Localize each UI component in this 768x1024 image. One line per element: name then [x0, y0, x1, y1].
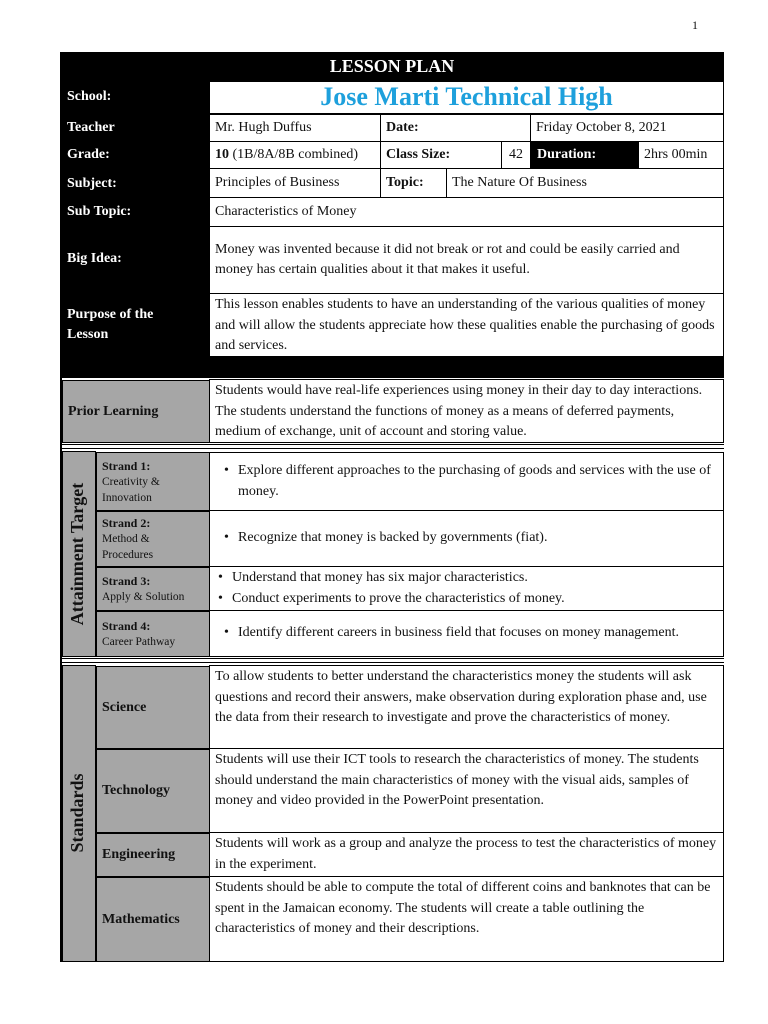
- teacher-value: Mr. Hugh Duffus: [209, 114, 381, 142]
- standards-label: Standards: [67, 773, 87, 853]
- big-idea-label: Big Idea:: [67, 251, 122, 266]
- strand-1-title: Strand 1:: [102, 458, 151, 473]
- subtopic-value: Characteristics of Money: [209, 197, 724, 227]
- strand-4-label: [96, 611, 210, 657]
- science-text: To allow students to better understand the characteristics money the students will ask questions and record their answers, make observation during exploration phase and, use the data from their research to investigate and prove the characteristics of money.: [209, 665, 724, 749]
- mathematics-text: Students should be able to compute the total of different coins and banknotes that can be spent in the Jamaican economy. The students will create a table outlining the characteristics of money and their descriptions.: [209, 876, 724, 962]
- strand-4-content: [209, 610, 724, 657]
- strand-1-name-line1: Creativity &: [102, 475, 160, 488]
- lesson-plan-title: LESSON PLAN: [329, 55, 455, 76]
- prior-learning-label: Prior Learning: [68, 403, 159, 419]
- strand-2-label: [96, 511, 210, 567]
- strand-1-bullet: • Explore different approaches to the purchasing of goods and services with the use of money.: [238, 461, 718, 502]
- subject-value: Principles of Business: [209, 168, 381, 198]
- strand-3-title: Strand 3:: [102, 574, 151, 588]
- grade-groups: (1B/8A/8B combined): [229, 146, 359, 162]
- outer-left-border: [60, 52, 62, 962]
- attainment-target-label: Attainment Target: [67, 482, 87, 626]
- strand-2-title: Strand 2:: [102, 516, 151, 530]
- strand-3-name-line1: Apply & Solution: [102, 591, 185, 603]
- teacher-label: Teacher: [67, 120, 115, 135]
- date-value: Friday October 8, 2021: [530, 114, 724, 142]
- section-divider: [60, 444, 724, 449]
- big-idea-value: Money was invented because it did not break or rot and could be easily carried and money has certain qualities about it that makes it useful.: [209, 226, 724, 294]
- date-label: Date:: [380, 114, 531, 142]
- class-size-value: 42: [501, 141, 531, 169]
- class-size-label: Class Size:: [380, 141, 502, 169]
- grade-value: [209, 141, 381, 169]
- strand-3-content: [209, 566, 724, 611]
- strand-2-content: [209, 510, 724, 567]
- duration-value: 2hrs 00min: [638, 141, 724, 169]
- strand-1-content: [209, 452, 724, 511]
- purpose-label-line2: Lesson: [67, 327, 109, 342]
- subject-label: Subject:: [67, 176, 117, 191]
- strand-4-bullets: [215, 623, 679, 644]
- science-label: Science: [102, 699, 147, 715]
- prior-learning-value: Students would have real-life experiences using money in their day to day interactions. The students understand the functions of money as a means of deferred payments, medium of exchange, unit of account and storing value.: [209, 379, 724, 443]
- school-label: School:: [67, 89, 112, 104]
- duration-label: Duration:: [537, 147, 597, 162]
- strand-3-bullet-2: • Conduct experiments to prove the characteristics of money.: [232, 589, 565, 610]
- strand-3-bullets: [215, 568, 565, 609]
- section-divider: [60, 658, 724, 663]
- strand-2-bullet: • Recognize that money is backed by governments (fiat).: [238, 528, 547, 549]
- strand-3-bullet-1: • Understand that money has six major characteristics.: [232, 568, 565, 589]
- technology-text: Students will use their ICT tools to research the characteristics of money. The students should understand the main characteristics of money with the visual aids, samples of money and video provided in the PowerPoint presentation.: [209, 748, 724, 833]
- grade-label: Grade:: [67, 147, 110, 162]
- mathematics-label: Mathematics: [102, 911, 180, 927]
- strand-3-label: [96, 567, 210, 611]
- school-name: [209, 81, 724, 114]
- topic-label: Topic:: [380, 168, 447, 198]
- strand-1-name-line2: Innovation: [102, 491, 152, 504]
- grade-number: 10: [215, 146, 229, 162]
- strand-4-title: Strand 4:: [102, 619, 151, 633]
- strand-4-name-line1: Career Pathway: [102, 636, 176, 648]
- engineering-text: Students will work as a group and analyze the process to test the characteristics of money in the experiment.: [209, 832, 724, 877]
- strand-1-label: [96, 452, 210, 511]
- engineering-label: Engineering: [102, 847, 176, 862]
- strand-4-bullet: • Identify different careers in business field that focuses on money management.: [238, 623, 679, 644]
- strand-2-name-line1: Method &: [102, 533, 150, 545]
- page-number: 1: [692, 18, 698, 32]
- topic-value: The Nature Of Business: [446, 168, 724, 198]
- strand-2-bullets: [215, 528, 547, 549]
- purpose-label: [67, 293, 153, 357]
- school-name-text: Jose Marti Technical High: [320, 82, 613, 112]
- purpose-value: This lesson enables students to have an understanding of the various qualities of money and will allow the students appreciate how these qualities enable the purchasing of goods and services.: [209, 293, 724, 357]
- subtopic-label: Sub Topic:: [67, 204, 132, 219]
- strand-2-name-line2: Procedures: [102, 549, 154, 561]
- technology-label: Technology: [102, 783, 170, 798]
- strand-1-bullets: [215, 461, 718, 502]
- purpose-label-line1: Purpose of the: [67, 307, 154, 322]
